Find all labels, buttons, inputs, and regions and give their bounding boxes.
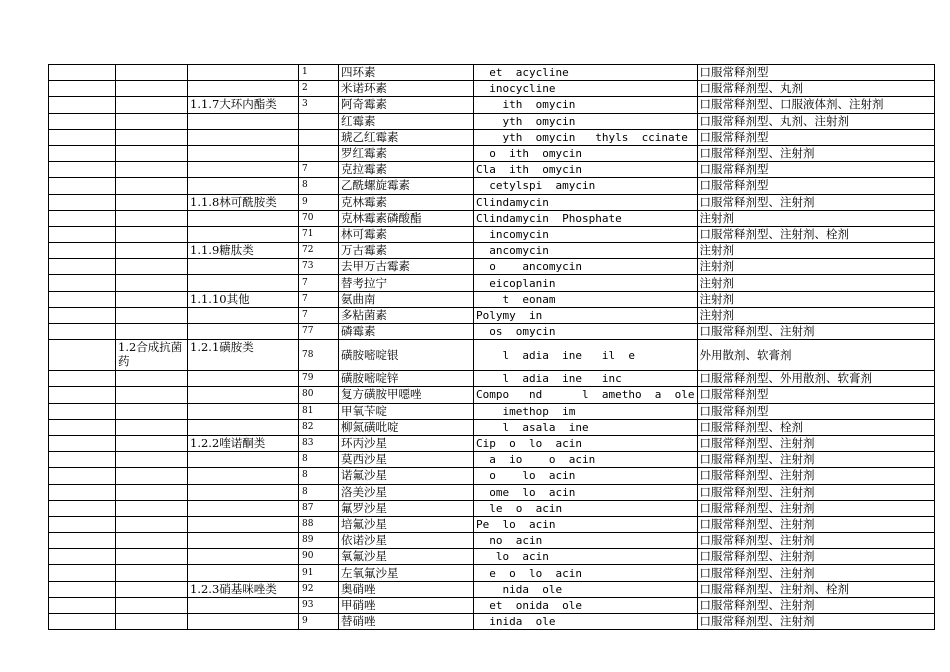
subcategory-cell: 1.2.2喹诺酮类	[188, 435, 299, 451]
row-number-cell: 89	[299, 533, 339, 549]
table-row	[49, 403, 935, 419]
subcategory-cell	[188, 468, 299, 484]
table-row	[49, 178, 935, 194]
empty-cell	[49, 533, 116, 549]
table-row	[49, 435, 935, 451]
drug-name-cell: 替考拉宁	[339, 275, 474, 291]
table-row	[49, 243, 935, 259]
table-row	[49, 307, 935, 323]
empty-cell	[49, 549, 116, 565]
category-cell	[116, 259, 188, 275]
dosage-form-cell: 口服常释剂型、栓剂	[697, 419, 934, 435]
table-row	[49, 597, 935, 613]
subcategory-cell	[188, 549, 299, 565]
row-number-cell: 8	[299, 452, 339, 468]
english-name-cell: no acin	[474, 533, 698, 549]
empty-cell	[49, 614, 116, 630]
table-row	[49, 113, 935, 129]
subcategory-cell	[188, 597, 299, 613]
english-name-cell: l asala ine	[474, 419, 698, 435]
category-cell	[116, 419, 188, 435]
english-name-cell: l adia ine inc	[474, 371, 698, 387]
table-row	[49, 194, 935, 210]
english-name-cell: l adia ine il e	[474, 340, 698, 371]
row-number-cell: 90	[299, 549, 339, 565]
category-cell	[116, 565, 188, 581]
empty-cell	[49, 65, 116, 81]
category-cell	[116, 403, 188, 419]
subcategory-cell	[188, 516, 299, 532]
subcategory-cell: 1.1.10其他	[188, 291, 299, 307]
drug-name-cell: 克林霉素磷酸酯	[339, 210, 474, 226]
row-number-cell: 8	[299, 468, 339, 484]
category-cell	[116, 435, 188, 451]
english-name-cell: incomycin	[474, 226, 698, 242]
dosage-form-cell: 注射剂	[697, 291, 934, 307]
subcategory-cell	[188, 178, 299, 194]
drug-name-cell: 甲硝唑	[339, 597, 474, 613]
row-number-cell: 81	[299, 403, 339, 419]
english-name-cell: nida ole	[474, 581, 698, 597]
drug-name-cell: 磺胺嘧啶锌	[339, 371, 474, 387]
drug-name-cell: 阿奇霉素	[339, 97, 474, 113]
drug-name-cell: 依诺沙星	[339, 533, 474, 549]
subcategory-cell: 1.1.7大环内酯类	[188, 97, 299, 113]
empty-cell	[49, 500, 116, 516]
english-name-cell: ancomycin	[474, 243, 698, 259]
table-row	[49, 614, 935, 630]
category-cell	[116, 452, 188, 468]
empty-cell	[49, 259, 116, 275]
empty-cell	[49, 565, 116, 581]
empty-cell	[49, 178, 116, 194]
subcategory-cell	[188, 533, 299, 549]
drug-name-cell: 替硝唑	[339, 614, 474, 630]
table-row	[49, 129, 935, 145]
english-name-cell: o ith omycin	[474, 145, 698, 161]
dosage-form-cell: 注射剂	[697, 275, 934, 291]
row-number-cell: 92	[299, 581, 339, 597]
drug-name-cell: 磺胺嘧啶银	[339, 340, 474, 371]
english-name-cell: t eonam	[474, 291, 698, 307]
subcategory-cell	[188, 145, 299, 161]
table-row	[49, 419, 935, 435]
category-cell	[116, 145, 188, 161]
row-number-cell: 78	[299, 340, 339, 371]
english-name-cell: Pe lo acin	[474, 516, 698, 532]
subcategory-cell	[188, 259, 299, 275]
subcategory-cell	[188, 565, 299, 581]
empty-cell	[49, 162, 116, 178]
drug-name-cell: 氧氟沙星	[339, 549, 474, 565]
dosage-form-cell: 口服常释剂型、注射剂	[697, 533, 934, 549]
drug-name-cell: 复方磺胺甲噁唑	[339, 387, 474, 403]
row-number-cell: 83	[299, 435, 339, 451]
table-row	[49, 65, 935, 81]
drug-name-cell: 乙酰螺旋霉素	[339, 178, 474, 194]
english-name-cell: ome lo acin	[474, 484, 698, 500]
subcategory-cell	[188, 162, 299, 178]
table-row	[49, 145, 935, 161]
english-name-cell: o ancomycin	[474, 259, 698, 275]
english-name-cell: Clindamycin	[474, 194, 698, 210]
category-cell	[116, 113, 188, 129]
dosage-form-cell: 口服常释剂型、注射剂	[697, 549, 934, 565]
row-number-cell: 3	[299, 97, 339, 113]
dosage-form-cell: 注射剂	[697, 259, 934, 275]
category-cell	[116, 162, 188, 178]
english-name-cell: Compo nd l ametho a ole	[474, 387, 698, 403]
table-row	[49, 259, 935, 275]
english-name-cell: inida ole	[474, 614, 698, 630]
category-cell	[116, 500, 188, 516]
table-row	[49, 226, 935, 242]
dosage-form-cell: 口服常释剂型、注射剂	[697, 500, 934, 516]
drug-list-table	[48, 64, 935, 630]
english-name-cell: Clindamycin Phosphate	[474, 210, 698, 226]
row-number-cell: 1	[299, 65, 339, 81]
dosage-form-cell: 口服常释剂型、注射剂	[697, 565, 934, 581]
row-number-cell: 7	[299, 162, 339, 178]
subcategory-cell	[188, 226, 299, 242]
subcategory-cell	[188, 419, 299, 435]
english-name-cell: le o acin	[474, 500, 698, 516]
category-cell	[116, 324, 188, 340]
empty-cell	[49, 516, 116, 532]
row-number-cell: 82	[299, 419, 339, 435]
category-cell	[116, 387, 188, 403]
table-row	[49, 81, 935, 97]
english-name-cell: lo acin	[474, 549, 698, 565]
subcategory-cell	[188, 452, 299, 468]
category-cell	[116, 226, 188, 242]
drug-name-cell: 氨曲南	[339, 291, 474, 307]
category-cell	[116, 65, 188, 81]
dosage-form-cell: 口服常释剂型、注射剂、栓剂	[697, 226, 934, 242]
subcategory-cell	[188, 371, 299, 387]
category-cell	[116, 484, 188, 500]
dosage-form-cell: 注射剂	[697, 210, 934, 226]
row-number-cell: 87	[299, 500, 339, 516]
row-number-cell: 9	[299, 614, 339, 630]
table-row	[49, 565, 935, 581]
subcategory-cell	[188, 65, 299, 81]
category-cell	[116, 97, 188, 113]
category-cell	[116, 468, 188, 484]
english-name-cell: o lo acin	[474, 468, 698, 484]
empty-cell	[49, 371, 116, 387]
english-name-cell: ith omycin	[474, 97, 698, 113]
english-name-cell: eicoplanin	[474, 275, 698, 291]
row-number-cell: 7	[299, 291, 339, 307]
category-cell	[116, 371, 188, 387]
subcategory-cell	[188, 129, 299, 145]
table-row	[49, 533, 935, 549]
english-name-cell: e o lo acin	[474, 565, 698, 581]
dosage-form-cell: 注射剂	[697, 307, 934, 323]
category-cell	[116, 549, 188, 565]
table-row	[49, 452, 935, 468]
dosage-form-cell: 口服常释剂型、注射剂	[697, 614, 934, 630]
drug-name-cell: 奥硝唑	[339, 581, 474, 597]
english-name-cell: inocycline	[474, 81, 698, 97]
category-cell	[116, 129, 188, 145]
dosage-form-cell: 口服常释剂型、注射剂	[697, 435, 934, 451]
drug-name-cell: 红霉素	[339, 113, 474, 129]
table-row	[49, 275, 935, 291]
row-number-cell: 8	[299, 484, 339, 500]
row-number-cell: 7	[299, 275, 339, 291]
category-cell	[116, 275, 188, 291]
dosage-form-cell: 口服常释剂型、注射剂	[697, 468, 934, 484]
dosage-form-cell: 口服常释剂型、丸剂	[697, 81, 934, 97]
empty-cell	[49, 81, 116, 97]
empty-cell	[49, 419, 116, 435]
subcategory-cell	[188, 81, 299, 97]
subcategory-cell: 1.2.1磺胺类	[188, 340, 299, 371]
table-row	[49, 162, 935, 178]
row-number-cell: 2	[299, 81, 339, 97]
english-name-cell: et onida ole	[474, 597, 698, 613]
drug-name-cell: 四环素	[339, 65, 474, 81]
row-number-cell: 71	[299, 226, 339, 242]
row-number-cell: 8	[299, 178, 339, 194]
dosage-form-cell: 口服常释剂型	[697, 129, 934, 145]
dosage-form-cell: 口服常释剂型、注射剂	[697, 324, 934, 340]
table-row	[49, 484, 935, 500]
subcategory-cell	[188, 113, 299, 129]
subcategory-cell	[188, 403, 299, 419]
category-cell	[116, 243, 188, 259]
english-name-cell: os omycin	[474, 324, 698, 340]
table-body	[49, 65, 935, 630]
row-number-cell: 79	[299, 371, 339, 387]
subcategory-cell: 1.1.8林可酰胺类	[188, 194, 299, 210]
drug-name-cell: 柳氮磺吡啶	[339, 419, 474, 435]
empty-cell	[49, 194, 116, 210]
empty-cell	[49, 129, 116, 145]
row-number-cell: 72	[299, 243, 339, 259]
table-row	[49, 516, 935, 532]
english-name-cell: Cla ith omycin	[474, 162, 698, 178]
drug-name-cell: 洛美沙星	[339, 484, 474, 500]
english-name-cell: yth omycin	[474, 113, 698, 129]
subcategory-cell	[188, 275, 299, 291]
empty-cell	[49, 97, 116, 113]
dosage-form-cell: 口服常释剂型、注射剂	[697, 452, 934, 468]
empty-cell	[49, 324, 116, 340]
english-name-cell: et acycline	[474, 65, 698, 81]
drug-name-cell: 诺氟沙星	[339, 468, 474, 484]
category-cell	[116, 210, 188, 226]
english-name-cell: cetylspi amycin	[474, 178, 698, 194]
empty-cell	[49, 145, 116, 161]
table-row	[49, 291, 935, 307]
empty-cell	[49, 468, 116, 484]
dosage-form-cell: 口服常释剂型、注射剂	[697, 145, 934, 161]
drug-name-cell: 万古霉素	[339, 243, 474, 259]
table-row	[49, 468, 935, 484]
drug-name-cell: 培氟沙星	[339, 516, 474, 532]
english-name-cell: Cip o lo acin	[474, 435, 698, 451]
dosage-form-cell: 外用散剂、软膏剂	[697, 340, 934, 371]
subcategory-cell: 1.1.9糖肽类	[188, 243, 299, 259]
empty-cell	[49, 275, 116, 291]
empty-cell	[49, 403, 116, 419]
empty-cell	[49, 581, 116, 597]
dosage-form-cell: 口服常释剂型、注射剂	[697, 597, 934, 613]
english-name-cell: a io o acin	[474, 452, 698, 468]
dosage-form-cell: 口服常释剂型、注射剂	[697, 516, 934, 532]
category-cell	[116, 614, 188, 630]
empty-cell	[49, 387, 116, 403]
dosage-form-cell: 口服常释剂型、注射剂、栓剂	[697, 581, 934, 597]
table-row	[49, 549, 935, 565]
empty-cell	[49, 452, 116, 468]
row-number-cell: 88	[299, 516, 339, 532]
drug-name-cell: 克拉霉素	[339, 162, 474, 178]
drug-name-cell: 磷霉素	[339, 324, 474, 340]
empty-cell	[49, 113, 116, 129]
dosage-form-cell: 口服常释剂型、口服液体剂、注射剂	[697, 97, 934, 113]
table-row	[49, 371, 935, 387]
subcategory-cell	[188, 484, 299, 500]
drug-name-cell: 多粘菌素	[339, 307, 474, 323]
drug-name-cell: 氟罗沙星	[339, 500, 474, 516]
table-row	[49, 387, 935, 403]
subcategory-cell	[188, 324, 299, 340]
dosage-form-cell: 口服常释剂型、丸剂、注射剂	[697, 113, 934, 129]
dosage-form-cell: 口服常释剂型	[697, 178, 934, 194]
subcategory-cell	[188, 210, 299, 226]
table-row	[49, 97, 935, 113]
row-number-cell: 77	[299, 324, 339, 340]
empty-cell	[49, 435, 116, 451]
category-cell	[116, 307, 188, 323]
subcategory-cell: 1.2.3硝基咪唑类	[188, 581, 299, 597]
category-cell	[116, 516, 188, 532]
row-number-cell: 91	[299, 565, 339, 581]
dosage-form-cell: 口服常释剂型	[697, 162, 934, 178]
table-row	[49, 210, 935, 226]
english-name-cell: imethop im	[474, 403, 698, 419]
row-number-cell	[299, 113, 339, 129]
dosage-form-cell: 口服常释剂型	[697, 65, 934, 81]
dosage-form-cell: 口服常释剂型、注射剂	[697, 484, 934, 500]
category-cell	[116, 178, 188, 194]
dosage-form-cell: 口服常释剂型、注射剂	[697, 194, 934, 210]
drug-name-cell: 琥乙红霉素	[339, 129, 474, 145]
category-cell	[116, 581, 188, 597]
row-number-cell: 70	[299, 210, 339, 226]
empty-cell	[49, 340, 116, 371]
empty-cell	[49, 243, 116, 259]
table-row	[49, 581, 935, 597]
category-cell	[116, 533, 188, 549]
row-number-cell: 9	[299, 194, 339, 210]
dosage-form-cell: 口服常释剂型、外用散剂、软膏剂	[697, 371, 934, 387]
subcategory-cell	[188, 387, 299, 403]
row-number-cell: 80	[299, 387, 339, 403]
empty-cell	[49, 291, 116, 307]
category-cell	[116, 291, 188, 307]
drug-name-cell: 甲氧苄啶	[339, 403, 474, 419]
row-number-cell: 93	[299, 597, 339, 613]
table-row	[49, 324, 935, 340]
dosage-form-cell: 口服常释剂型	[697, 403, 934, 419]
english-name-cell: yth omycin thyls ccinate	[474, 129, 698, 145]
drug-name-cell: 罗红霉素	[339, 145, 474, 161]
table-row	[49, 500, 935, 516]
subcategory-cell	[188, 500, 299, 516]
drug-name-cell: 莫西沙星	[339, 452, 474, 468]
subcategory-cell	[188, 614, 299, 630]
drug-name-cell: 去甲万古霉素	[339, 259, 474, 275]
category-cell	[116, 597, 188, 613]
drug-name-cell: 环丙沙星	[339, 435, 474, 451]
empty-cell	[49, 210, 116, 226]
row-number-cell	[299, 145, 339, 161]
row-number-cell: 73	[299, 259, 339, 275]
table-row	[49, 340, 935, 371]
empty-cell	[49, 484, 116, 500]
category-cell	[116, 194, 188, 210]
drug-name-cell: 米诺环素	[339, 81, 474, 97]
empty-cell	[49, 307, 116, 323]
drug-name-cell: 林可霉素	[339, 226, 474, 242]
empty-cell	[49, 226, 116, 242]
row-number-cell	[299, 129, 339, 145]
english-name-cell: Polymy in	[474, 307, 698, 323]
subcategory-cell	[188, 307, 299, 323]
drug-name-cell: 克林霉素	[339, 194, 474, 210]
empty-cell	[49, 597, 116, 613]
drug-name-cell: 左氧氟沙星	[339, 565, 474, 581]
category-cell: 1.2合成抗菌药	[116, 340, 188, 371]
dosage-form-cell: 注射剂	[697, 243, 934, 259]
dosage-form-cell: 口服常释剂型	[697, 387, 934, 403]
category-cell	[116, 81, 188, 97]
row-number-cell: 7	[299, 307, 339, 323]
